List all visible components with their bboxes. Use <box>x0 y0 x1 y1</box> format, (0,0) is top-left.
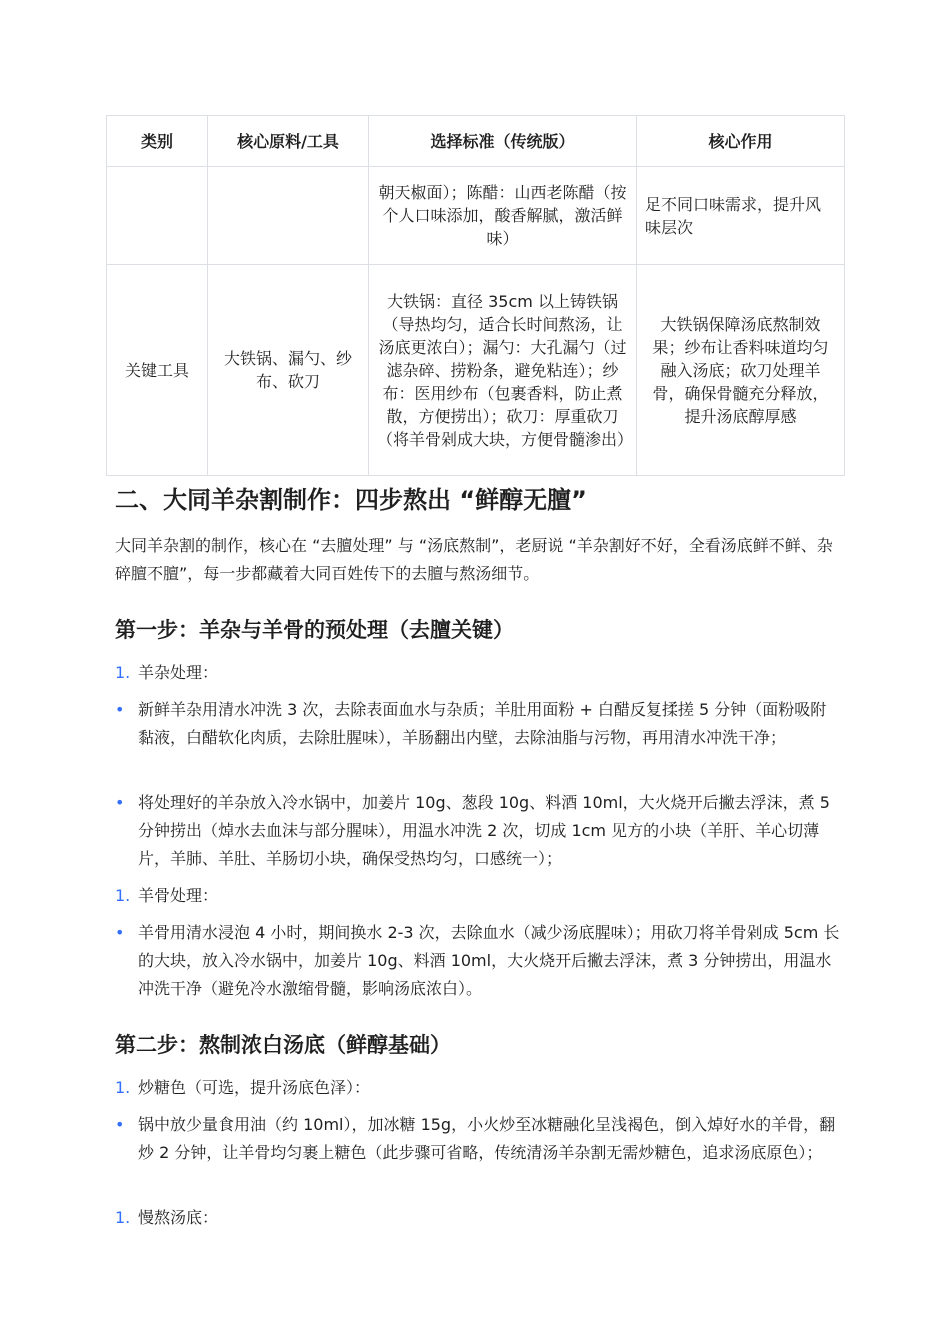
table-cell-criteria: 朝天椒面）；陈醋：山西老陈醋（按个人口味添加，酸香解腻，激活鲜味） <box>369 167 637 265</box>
table-header-cell: 核心作用 <box>637 116 845 167</box>
table-row <box>107 167 845 265</box>
section-intro-wrap <box>115 532 840 588</box>
table-header-cell: 选择标准（传统版） <box>369 116 637 167</box>
table-header-row <box>107 116 845 167</box>
list-item-text: 羊骨用清水浸泡 4 小时，期间换水 2-3 次，去除血水（减少汤底腥味）；用砍刀将羊骨剁成 5cm 长的大块，放入冷水锅中，加姜片 10g、料酒 10ml，大火烧开后撇去浮沫，煮 3 分钟捞出，用温水冲洗干净（避免冷水激缩骨髓，影响汤底浓白）。 <box>138 923 840 998</box>
step1-heading-wrap <box>115 615 840 645</box>
list-item-text: 羊骨处理： <box>138 886 219 905</box>
bullet-icon: • <box>115 700 125 719</box>
section-intro: 大同羊杂割的制作，核心在 “去膻处理” 与 “汤底熬制”，老厨说 “羊杂割好不好，全看汤底鲜不鲜、杂碎膻不膻”，每一步都藏着大同百姓传下的去膻与熬汤细节。 <box>115 536 833 583</box>
table-cell-criteria: 大铁锅：直径 35cm 以上铸铁锅（导热均匀，适合长时间熬汤，让汤底更浓白）；漏勺：大孔漏勺（过滤杂碎、捞粉条，避免粘连）；纱布：医用纱布（包裹香料，防止煮散，方便捞出）；砍刀：厚重砍刀（将羊骨剁成大块，方便骨髓渗出） <box>369 265 637 476</box>
table-cell-category <box>107 167 208 265</box>
list-item <box>115 789 840 873</box>
table-cell-items <box>208 167 369 265</box>
list-item-text: 将处理好的羊杂放入冷水锅中，加姜片 10g、葱段 10g、料酒 10ml，大火烧开后撇去浮沫，煮 5 分钟捞出（焯水去血沫与部分腥味），用温水冲洗 2 次，切成 1cm 见方的小块（羊肝、羊心切薄片，羊肺、羊肚、羊肠切小块，确保受热均匀，口感统一）； <box>138 793 830 868</box>
list-item <box>115 919 840 1003</box>
bullet-icon: • <box>115 793 125 812</box>
list-item <box>115 1074 840 1102</box>
table-header-cell: 类别 <box>107 116 208 167</box>
table-cell-role: 足不同口味需求，提升风味层次 <box>637 167 845 265</box>
list-number: 1. <box>115 663 131 682</box>
list-item-text: 炒糖色（可选，提升汤底色泽）： <box>138 1078 371 1097</box>
table-cell-role: 大铁锅保障汤底熬制效果；纱布让香料味道均匀融入汤底；砍刀处理羊骨，确保骨髓充分释放，提升汤底醇厚感 <box>637 265 845 476</box>
list-item-text: 锅中放少量食用油（约 10ml），加冰糖 15g，小火炒至冰糖融化呈浅褐色，倒入焯好水的羊骨，翻炒 2 分钟，让羊骨均匀裹上糖色（此步骤可省略，传统清汤羊杂割无需炒糖色，追求汤底原色）； <box>138 1115 836 1162</box>
bullet-icon: • <box>115 1115 125 1134</box>
section-heading-wrap <box>115 483 840 517</box>
table-header-cell: 核心原料/工具 <box>208 116 369 167</box>
list-item-text: 新鲜羊杂用清水冲洗 3 次，去除表面血水与杂质；羊肚用面粉 + 白醋反复揉搓 5 分钟（面粉吸附黏液，白醋软化肉质，去除肚腥味），羊肠翻出内壁，去除油脂与污物，再用清水冲洗干净； <box>138 700 827 747</box>
section-heading: 二、大同羊杂割制作：四步熬出 “鲜醇无膻” <box>115 486 587 514</box>
ingredient-tool-table <box>106 115 845 476</box>
list-number: 1. <box>115 886 131 905</box>
table-cell-items: 大铁锅、漏勺、纱布、砍刀 <box>208 265 369 476</box>
step2-heading: 第二步：熬制浓白汤底（鲜醇基础） <box>115 1033 451 1057</box>
list-item <box>115 659 840 687</box>
step1-heading: 第一步：羊杂与羊骨的预处理（去膻关键） <box>115 618 514 642</box>
step2-heading-wrap <box>115 1030 840 1060</box>
table-cell-category: 关键工具 <box>107 265 208 476</box>
list-item-text: 羊杂处理： <box>138 663 219 682</box>
list-item <box>115 1111 840 1167</box>
list-item-text: 慢熬汤底： <box>138 1208 219 1227</box>
table-row <box>107 265 845 476</box>
list-number: 1. <box>115 1208 131 1227</box>
list-item <box>115 882 840 910</box>
bullet-icon: • <box>115 923 125 942</box>
list-item <box>115 696 840 752</box>
list-number: 1. <box>115 1078 131 1097</box>
list-item <box>115 1204 840 1232</box>
